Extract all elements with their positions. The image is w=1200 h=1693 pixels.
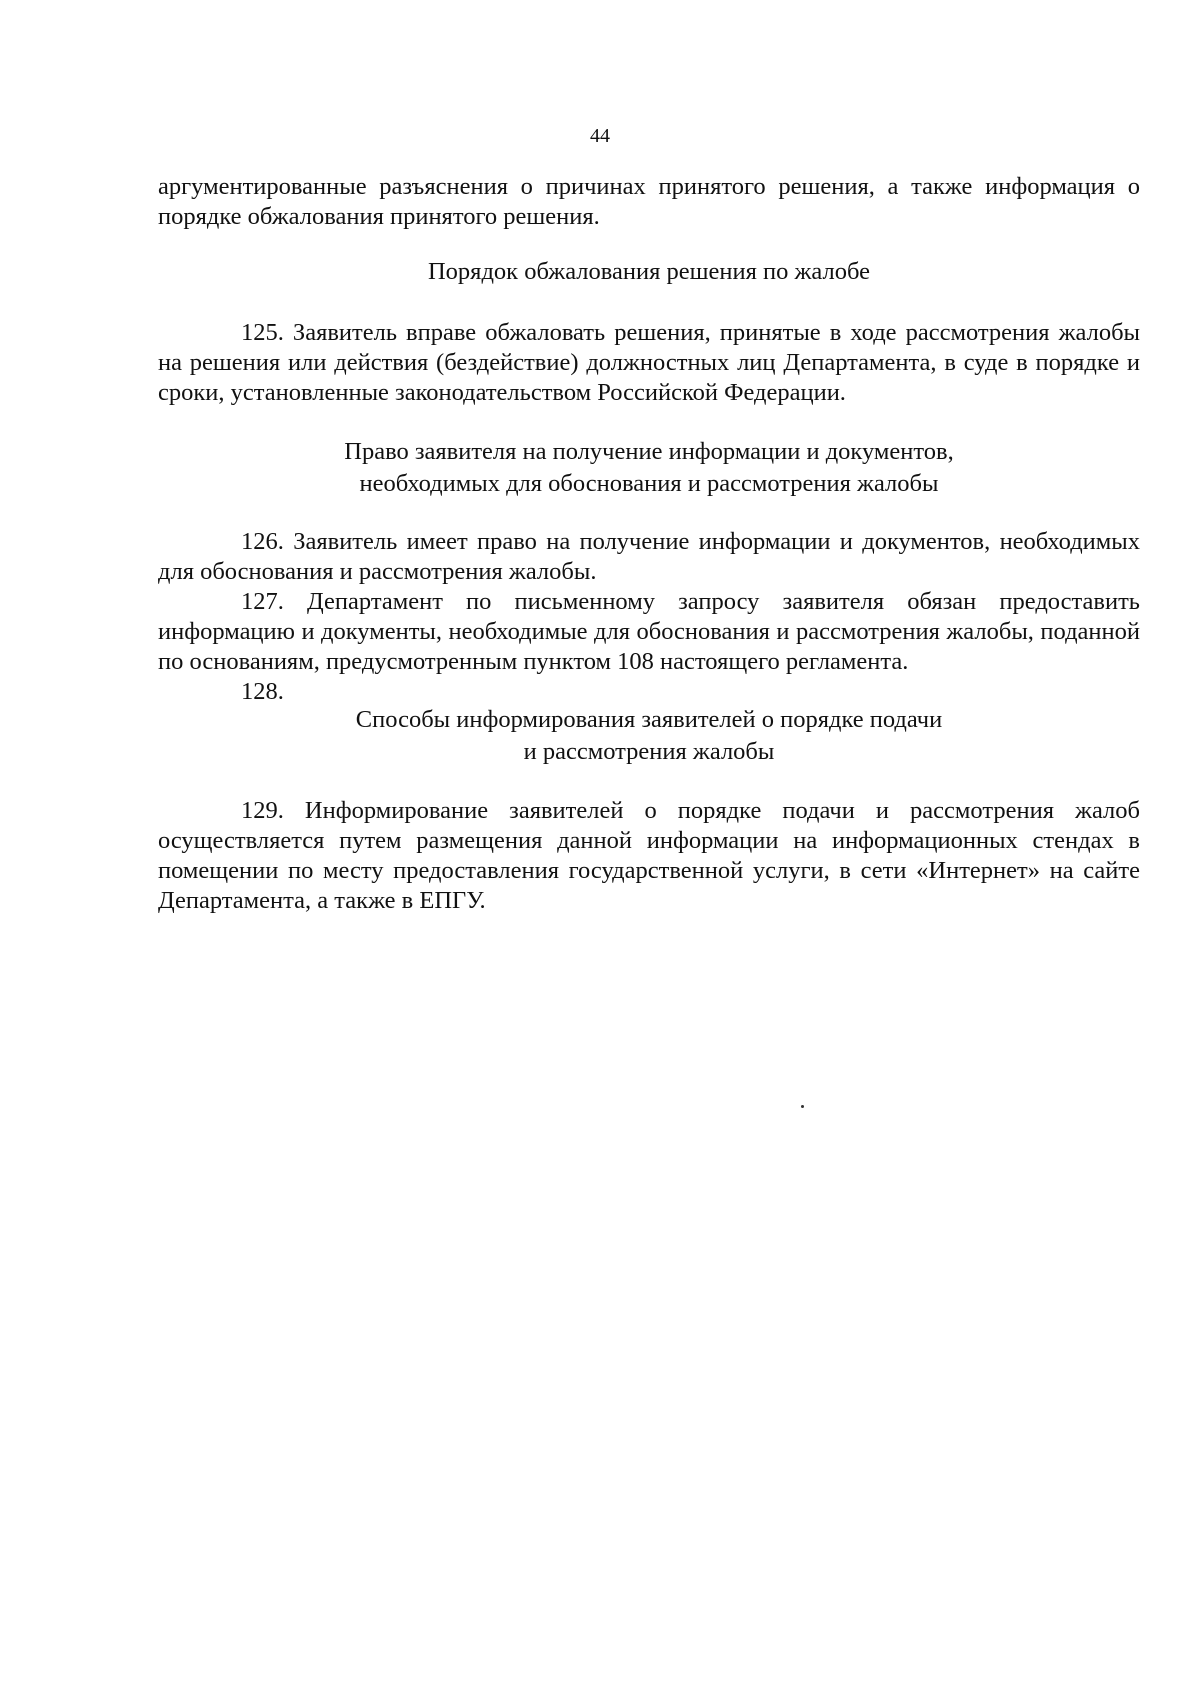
- continuation-paragraph: [158, 172, 1140, 232]
- heading-line: необходимых для обоснования и рассмотрения жалобы: [359, 470, 939, 497]
- paragraph-128: [158, 677, 1140, 707]
- paragraph-125: [158, 318, 1140, 408]
- paragraph-129: [158, 796, 1140, 916]
- paragraph-text: 127. Департамент по письменному запросу заявителя обязан предоставить информацию и документы, необходимые для обоснования и рассмотрения жалобы, поданной по основаниям, предусмотренным пунктом 108 настоящего регламента.: [158, 588, 1140, 675]
- paragraph-127: [158, 587, 1140, 677]
- page-number: 44: [590, 125, 610, 147]
- paragraph-text: 126. Заявитель имеет право на получение информации и документов, необходимых для обоснования и рассмотрения жалобы.: [158, 528, 1140, 585]
- heading-line: Право заявителя на получение информации и документов,: [344, 438, 954, 465]
- section-heading-appeal-order: Порядок обжалования решения по жалобе: [427, 258, 871, 285]
- paragraph-126: [158, 527, 1140, 587]
- heading-line: и рассмотрения жалобы: [523, 738, 775, 765]
- paragraph-text: 125. Заявитель вправе обжаловать решения, принятые в ходе рассмотрения жалобы на решения или действия (бездействие) должностных лиц Департамента, в суде в порядке и сроки, установленные законодательством Российской Федерации.: [158, 319, 1140, 406]
- section-heading-informing: [158, 704, 1140, 768]
- paragraph-text: 129. Информирование заявителей о порядке подачи и рассмотрения жалоб осуществляется путем размещения данной информации на информационных стендах в помещении по месту предоставления государственной услуги, в сети «Интернет» на сайте Департамента, а также в ЕПГУ.: [158, 797, 1140, 914]
- heading-line: Способы информирования заявителей о порядке подачи: [355, 706, 943, 733]
- section-heading-right-to-info: [158, 436, 1140, 500]
- paragraph-text: 128.: [241, 678, 284, 705]
- paragraph-text: аргументированные разъяснения о причинах принятого решения, а также информация о порядке обжалования принятого решения.: [158, 173, 1140, 230]
- scan-speck: [801, 1105, 804, 1108]
